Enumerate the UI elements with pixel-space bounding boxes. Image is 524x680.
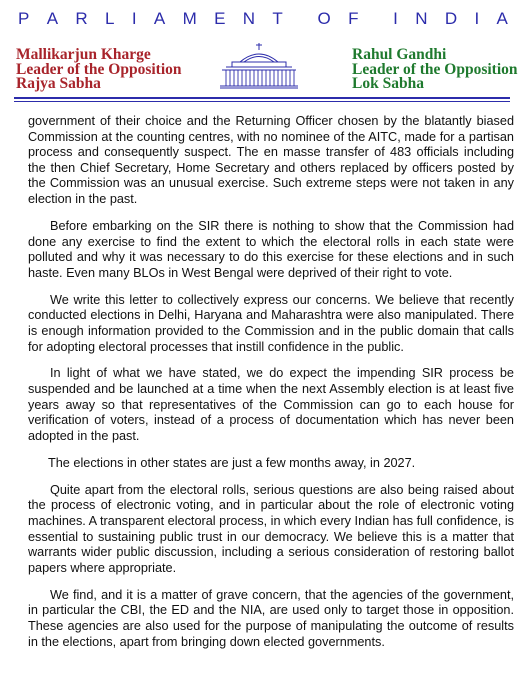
body-paragraph: The elections in other states are just a few months away, in 2027. [48,455,416,470]
title-letter: A [496,9,508,28]
title-letter: F [348,9,359,28]
title-letter: O [317,9,331,28]
title-letter: P [18,9,30,28]
title-letter: I [393,9,398,28]
left-signatory-house: Rajya Sabha [16,75,101,92]
body-paragraph: In light of what we have stated, we do expect the impending SIR process be suspended and be launched at a time when the next Assembly election is at least five years away so that representatives of the Commission can go to each house for verification of voters, instead of a process of documentation which has never been adopted in the past. [28,366,514,443]
left-signatory-block [16,48,182,92]
title-letter: M [182,9,197,28]
body-paragraph: Before embarking on the SIR there is nothing to show that the Commission had done any exercise to find the extent to which the electoral rolls in each state were polluted and why it was necessary to do this exercise for these elections and in such haste. Even many BLOs in West Bengal were deprived of their right to vote. [28,218,514,280]
right-signatory-house: Lok Sabha [352,75,424,92]
title-letter: N [242,9,256,28]
right-signatory-block [352,48,518,92]
title-letter: I [131,9,137,28]
left-signatory-role: Leader of the Opposition [16,60,182,78]
title-letter: E [214,9,226,28]
title-letter: N [415,9,428,28]
body-paragraph: government of their choice and the Returning Officer chosen by the blatantly biased Commission at the counting centres, with no nominee of the AITC, made for a partisan process and consequently suspect. The en masse transfer of 483 officials including the then Chief Secretary, Home Secretary and others replaced by officers posted by the Commission was an unusual exercise. Such extreme steps were not taken in any election in the past. [28,114,514,206]
title-letter: L [105,9,115,28]
title-letter: I [474,9,480,28]
title-letter: A [153,9,166,28]
body-paragraph: We find, and it is a matter of grave concern, that the agencies of the government, in particular the CBI, the ED and the NIA, are used only to target those in opposition. These agencies are also used for the purpose of manipulating the outcome of results in the elections, apart from bringing down elected governments. [28,587,514,649]
right-signatory-role: Leader of the Opposition [352,60,518,78]
letterhead-rule-thick [14,97,510,99]
right-signatory-name: Rahul Gandhi [352,46,447,63]
letterhead-title [18,8,508,30]
letterhead-rule-thin [14,101,510,102]
parliament-building-icon [218,40,300,90]
letter-body [28,114,514,662]
title-letter: T [272,9,283,28]
body-paragraph: Quite apart from the electoral rolls, serious questions are also being raised about the process of electronic voting, and in particular about the role of electronic voting machines. A transparent electoral process, in which every Indian has full confidence, is essential to sustaining public trust in our democracy. We believe this is a matter that warrants wider public discussion, including a serious consideration of restoring ballot papers where appropriate. [28,482,514,575]
left-signatory-name: Mallikarjun Kharge [16,46,151,63]
body-paragraph: We write this letter to collectively express our concerns. We believe that recently conducted elections in Delhi, Haryana and Maharashtra were also manipulated. There is enough information provided to the Commission and in the public domain that calls for adopting electoral processes that instill confidence in the public. [28,292,514,354]
title-letter: R [75,9,88,28]
title-letter: A [46,9,59,28]
title-letter: D [444,9,458,28]
